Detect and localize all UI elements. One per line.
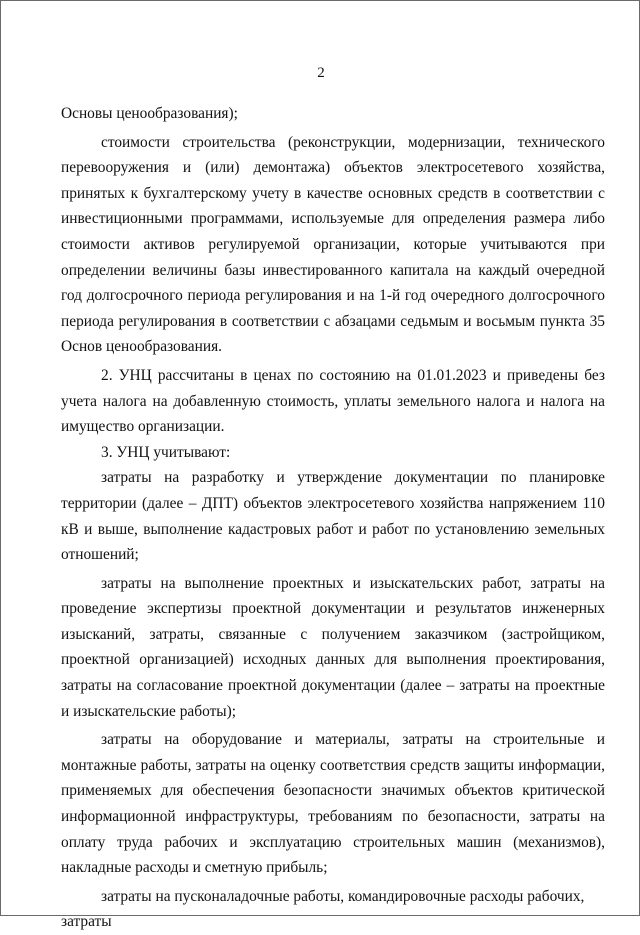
paragraph-item-2: 2. УНЦ рассчитаны в ценах по состоянию на 01.01.2023 и приведены без учета налога на добавленную стоимость, уплаты земельного налога и налога на имущество организации. — [61, 366, 605, 436]
paragraph-design-costs: затраты на выполнение проектных и изыскательских работ, затраты на проведение экспертизы проектной документации и результатов инженерных изысканий, затраты, связанные с получением заказчиком (застройщиком, проектной организацией) исходных данных для выполнения проектирования, затраты на согласование проектной документации (далее – затраты на проектные и изыскательские работы); — [61, 574, 605, 720]
paragraph-continuation: Основы ценообразования); — [61, 105, 238, 122]
page-number: 2 — [317, 65, 325, 81]
paragraph-dpt-costs: затраты на разработку и утверждение документации по планировке территории (далее – ДПТ) объектов электросетевого хозяйства напряжением 110 кВ и выше, выполнение кадастровых работ и работ по установлению земельных отношений; — [61, 469, 605, 564]
document-body — [61, 101, 605, 935]
paragraph-equipment-costs: затраты на оборудование и материалы, затраты на строительные и монтажные работы, затраты на оценку соответствия средств защиты информации, применяемых для обеспечения безопасности значимых объектов критической информационной инфраструктуры, требованиям по безопасности, затраты на оплату труда рабочих и эксплуатацию строительных машин (механизмов), накладные расходы и сметную прибыль; — [61, 731, 605, 877]
paragraph-commissioning-costs: затраты на пусконаладочные работы, командировочные расходы рабочих, затраты — [61, 887, 585, 931]
paragraph-construction-cost: стоимости строительства (реконструкции, модернизации, технического перевооружения и (или) демонтажа) объектов электросетевого хозяйства, принятых к бухгалтерскому учету в качестве основных средств в соответствии с инвестиционными программами, используемые для определения размера либо стоимости активов регулируемой организации, которые учитываются при определении величины базы инвестированного капитала на каждый очередной год долгосрочного периода регулирования и на 1-й год очередного долгосрочного периода регулирования в соответствии с абзацами седьмым и восьмым пункта 35 Основ ценообразования. — [61, 133, 605, 356]
paragraph-item-3: 3. УНЦ учитывают: — [101, 443, 231, 461]
